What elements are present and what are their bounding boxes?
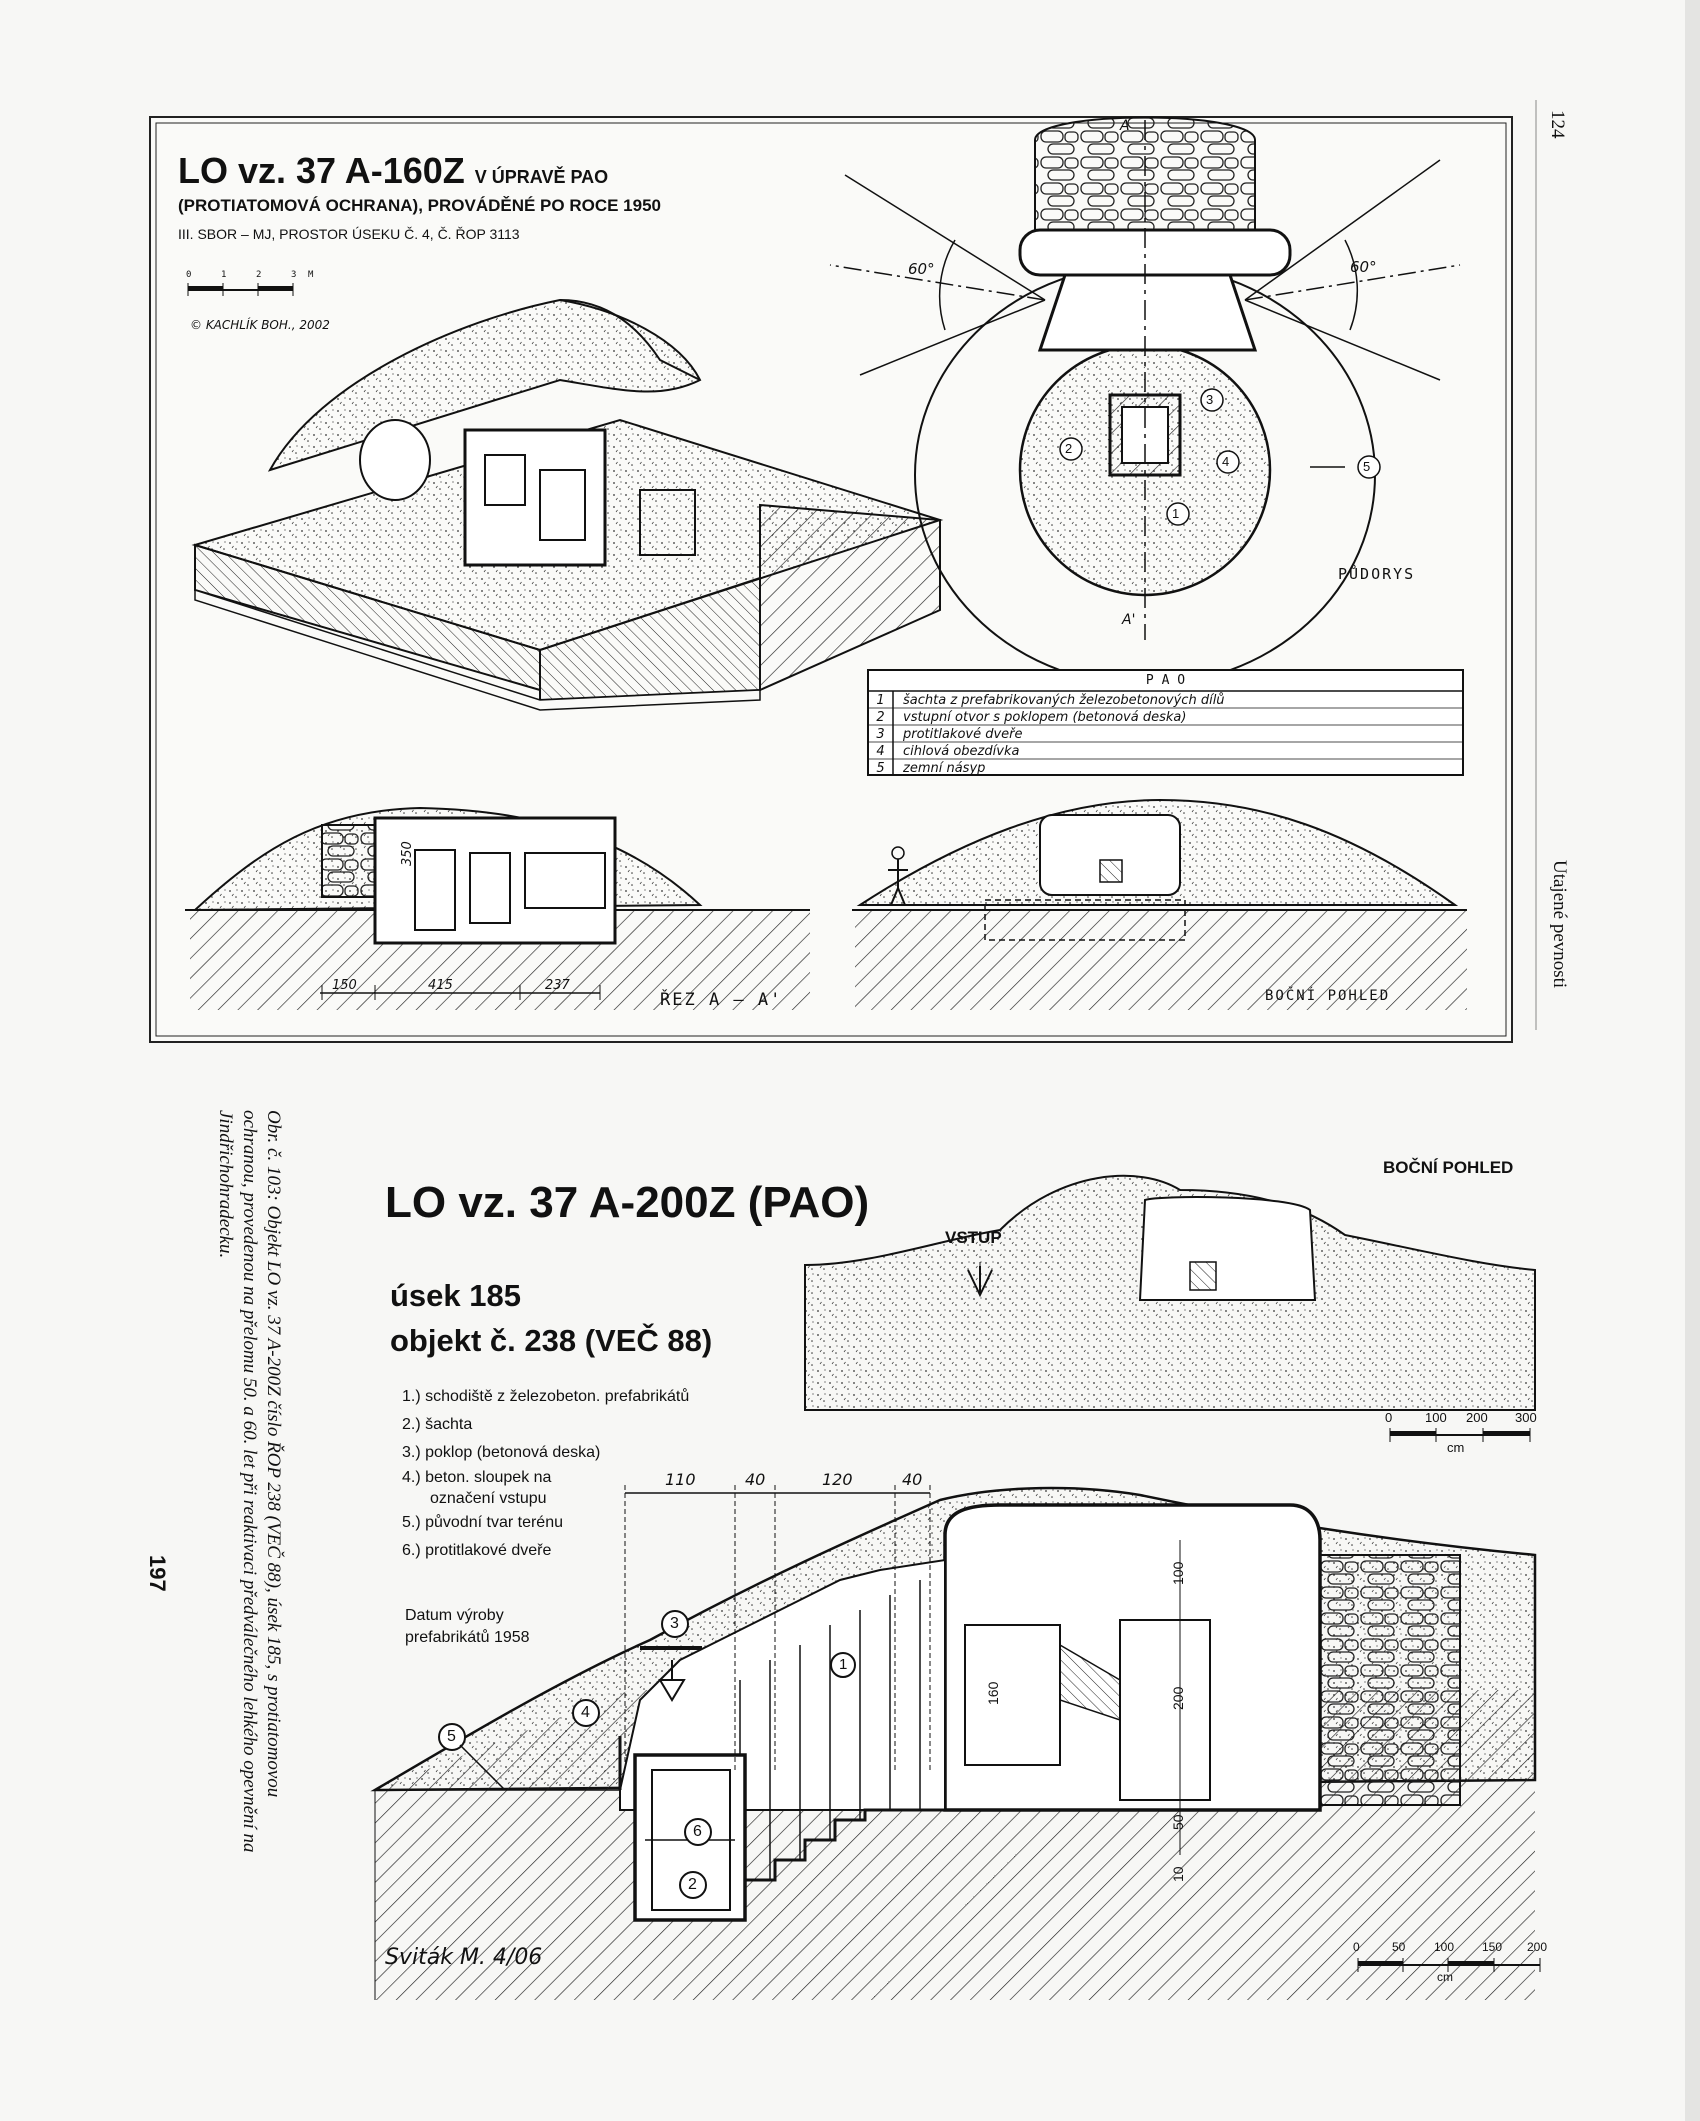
section-dim: 150 bbox=[332, 978, 357, 993]
scale-unit: M bbox=[308, 270, 314, 280]
caption-line: Jindřichohradecku. bbox=[215, 1110, 236, 1259]
legend-row: 5 zemní násyp bbox=[876, 761, 986, 776]
section-dim: 415 bbox=[428, 978, 453, 993]
plan-callout-3: 3 bbox=[1206, 392, 1214, 407]
scale-top-tick: 300 bbox=[1515, 1410, 1537, 1425]
callout-1: 1 bbox=[839, 1656, 848, 1673]
scale-bottom-tick: 0 bbox=[1353, 1940, 1360, 1954]
callout-6: 6 bbox=[693, 1823, 702, 1840]
legend-row: 2 vstupní otvor s poklopem (betonová deska) bbox=[876, 710, 1187, 725]
section-label: ŘEZ A – A' bbox=[660, 990, 783, 1010]
figure2-date: Datum výroby prefabrikátů 1958 bbox=[405, 1607, 530, 1646]
figure2-object: objekt č. 238 (VEČ 88) bbox=[390, 1323, 713, 1358]
dim-top: 110 bbox=[665, 1470, 696, 1489]
legend-item: označení vstupu bbox=[430, 1490, 547, 1507]
scale-top-tick: 100 bbox=[1425, 1410, 1447, 1425]
callout-3: 3 bbox=[670, 1615, 679, 1632]
legend-item: 6.) protitlakové dveře bbox=[402, 1542, 552, 1559]
section-dim: 237 bbox=[545, 978, 570, 993]
legend-item: 2.) šachta bbox=[402, 1416, 473, 1433]
scale-tick: 0 bbox=[186, 270, 192, 280]
side-view-label-2: BOČNÍ POHLED bbox=[1383, 1158, 1514, 1177]
dim-top: 40 bbox=[902, 1470, 923, 1489]
scale-bottom-tick: 100 bbox=[1434, 1940, 1455, 1954]
legend-row: 4 cihlová obezdívka bbox=[876, 744, 1020, 759]
dim-vertical: 100 bbox=[1170, 1561, 1186, 1585]
section-marker-top: A bbox=[1120, 118, 1130, 134]
legend-item: 3.) poklop (betonová deska) bbox=[402, 1444, 601, 1461]
callout-2: 2 bbox=[688, 1876, 697, 1893]
side-view-drawing-2 bbox=[805, 1176, 1535, 1410]
figure1-subtitle: (PROTIATOMOVÁ OCHRANA), PROVÁDĚNÉ PO ROCE 1950 bbox=[178, 196, 661, 215]
figure2-legend bbox=[402, 1383, 689, 1565]
scale-bottom-tick: 50 bbox=[1392, 1940, 1406, 1954]
dim-vertical: 50 bbox=[1170, 1814, 1186, 1830]
dim-top: 40 bbox=[745, 1470, 766, 1489]
plan-callout-5: 5 bbox=[1363, 459, 1371, 474]
legend-table bbox=[868, 692, 1463, 777]
side-view-label-1: BOČNÍ POHLED bbox=[1265, 988, 1391, 1004]
figure1-title bbox=[178, 150, 608, 192]
scale-bottom-tick: 150 bbox=[1482, 1940, 1503, 1954]
section-height-label: 350 bbox=[400, 841, 415, 866]
figure1-copyright: © KACHLÍK BOH., 2002 bbox=[190, 318, 330, 332]
scale-top-unit: cm bbox=[1447, 1440, 1465, 1455]
scale-tick: 3 bbox=[291, 270, 297, 280]
scale-top-tick: 200 bbox=[1466, 1410, 1488, 1425]
signature: Sviták M. 4/06 bbox=[385, 1945, 543, 1970]
callout-4: 4 bbox=[581, 1704, 590, 1721]
callout-5: 5 bbox=[447, 1728, 456, 1745]
dim-vertical: 160 bbox=[985, 1681, 1001, 1705]
caption-line: Obr. č. 103: Objekt LO vz. 37 A-200Z číslo ŘOP 238 (VEČ 88), úsek 185, s protiatomovou bbox=[263, 1110, 284, 1798]
running-title: Utajené pevnosti bbox=[1549, 860, 1570, 989]
angle-right-label: 60° bbox=[1350, 258, 1377, 276]
figure1-title-main: LO vz. 37 A-160Z bbox=[178, 150, 465, 191]
caption-line: ochranou, provedenou na přelomu 50. a 60. let při reaktivaci předválečného lehkého opevnění na bbox=[239, 1110, 260, 1853]
legend-row: 1 šachta z prefabrikovaných železobetonových dílů bbox=[876, 693, 1225, 708]
plan-callout-2: 2 bbox=[1065, 441, 1073, 456]
legend-item: 1.) schodiště z železobeton. prefabrikátů bbox=[402, 1388, 690, 1405]
figure1-location: III. SBOR – MJ, PROSTOR ÚSEKU Č. 4, Č. ŘOP 3113 bbox=[178, 226, 520, 242]
plan-label: PŮDORYS bbox=[1338, 565, 1416, 583]
entrance-label: VSTUP bbox=[945, 1228, 1002, 1247]
scale-top-tick: 0 bbox=[1385, 1410, 1393, 1425]
page-number-top: 124 bbox=[1547, 110, 1568, 139]
dim-vertical: 200 bbox=[1170, 1686, 1186, 1710]
page-number-side: 197 bbox=[145, 1555, 170, 1592]
legend-row: 3 protitlakové dveře bbox=[876, 727, 1023, 742]
scale-tick: 1 bbox=[221, 270, 227, 280]
scale-tick: 2 bbox=[256, 270, 262, 280]
legend-item: 4.) beton. sloupek na bbox=[402, 1469, 552, 1486]
plan-callout-1: 1 bbox=[1172, 506, 1180, 521]
legend-item: 5.) původní tvar terénu bbox=[402, 1514, 563, 1531]
figure-caption bbox=[213, 1110, 285, 1853]
figure2-sector: úsek 185 bbox=[390, 1278, 521, 1313]
scale-bottom-tick: 200 bbox=[1527, 1940, 1548, 1954]
dim-vertical: 10 bbox=[1170, 1866, 1186, 1882]
figure2-title: LO vz. 37 A-200Z (PAO) bbox=[385, 1178, 870, 1227]
plan-callout-4: 4 bbox=[1222, 454, 1230, 469]
legend-title: P A O bbox=[1145, 673, 1186, 688]
section-marker-bottom: A' bbox=[1122, 612, 1136, 628]
angle-left-label: 60° bbox=[908, 260, 935, 278]
figure1-title-suffix: V ÚPRAVĚ PAO bbox=[474, 167, 609, 187]
dim-top: 120 bbox=[822, 1470, 853, 1489]
scale-bottom-unit: cm bbox=[1437, 1970, 1453, 1984]
